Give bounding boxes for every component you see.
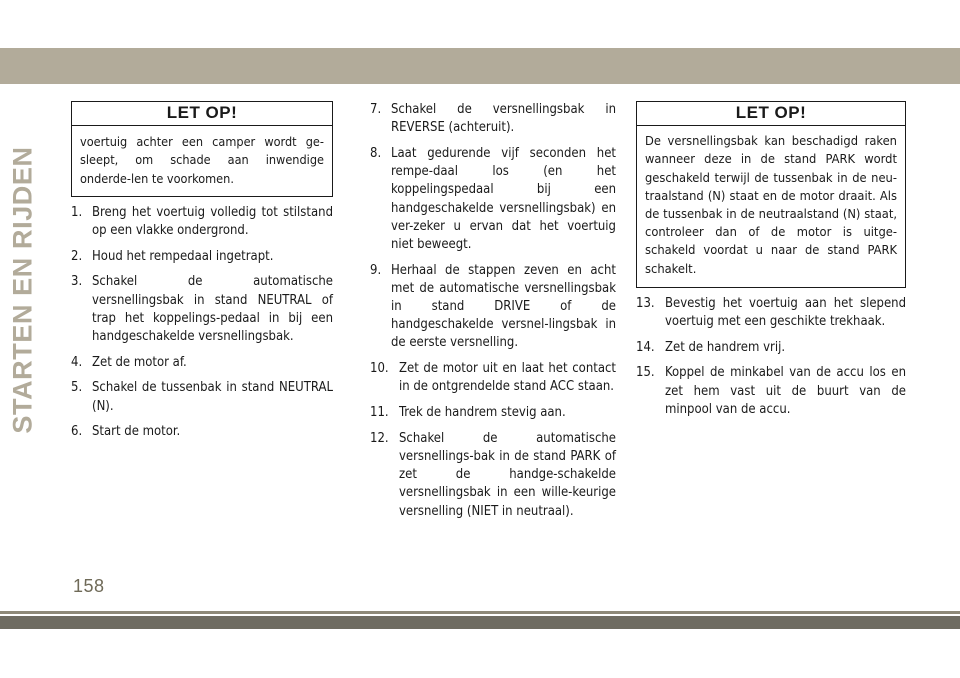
- notice-heading: LET OP!: [72, 102, 332, 126]
- step-number: 10.: [370, 361, 389, 377]
- step-text: Houd het rempedaal ingetrapt.: [92, 248, 274, 264]
- step-item: [71, 423, 333, 441]
- column-left: [71, 101, 333, 449]
- step-item: [370, 101, 616, 137]
- step-text: Start de motor.: [92, 424, 181, 440]
- step-text: Zet de motor uit en laat het contact in de ontgrendelde stand ACC staan.: [399, 361, 616, 395]
- step-number: 4.: [71, 354, 83, 370]
- notice-body: De versnellingsbak kan beschadigd raken wanneer deze in de stand PARK wordt geschakeld terwijl de tussenbak in de neu-traalstand (N) staat en de motor draait. Als de tussenbak in de neutraalstand (N) staat, controleer dan of de motor is uitge-schakeld voordat u naar de stand PARK schakelt.: [645, 134, 897, 277]
- step-item: [370, 145, 616, 254]
- step-item: [71, 273, 333, 346]
- step-item: [636, 295, 906, 331]
- step-item: [636, 339, 906, 357]
- step-number: 8.: [370, 145, 382, 161]
- step-text: Koppel de minkabel van de accu los en zet hem vast uit de buurt van de minpool van de accu.: [665, 365, 906, 417]
- step-item: [71, 354, 333, 372]
- step-text: Schakel de automatische versnellingsbak in stand NEUTRAL of trap het koppelings-pedaal in bij een handgeschakelde versnellingsbak.: [92, 274, 333, 345]
- step-item: [370, 430, 616, 521]
- page-number: 158: [73, 576, 105, 596]
- step-number: 2.: [71, 248, 83, 264]
- step-text: Bevestig het voertuig aan het slepend voertuig met een geschikte trekhaak.: [665, 295, 906, 330]
- steps-list-middle: [370, 101, 616, 521]
- step-number: 3.: [71, 274, 83, 290]
- step-item: [636, 364, 906, 419]
- step-item: [71, 204, 333, 240]
- step-item: [71, 248, 333, 266]
- header-band: [0, 48, 960, 84]
- step-text: Trek de handrem stevig aan.: [399, 405, 566, 421]
- step-number: 14.: [636, 339, 655, 355]
- step-text: Schakel de automatische versnellings-bak in de stand PARK of zet de handge-schakelde versnellingsbak in een wille-keurige versnelling (NIET in neutraal).: [399, 430, 616, 519]
- step-number: 11.: [370, 405, 389, 421]
- step-number: 1.: [71, 204, 83, 220]
- step-text: Laat gedurende vijf seconden het rempe-daal los (en het koppelingspedaal bij een handgeschakelde versnellingsbak) en ver-zeker u ervan dat het voertuig niet beweegt.: [391, 145, 616, 252]
- step-number: 9.: [370, 262, 382, 278]
- step-text: Herhaal de stappen zeven en acht met de automatische versnellingsbak in stand DRIVE of de handgeschakelde versnel-lingsbak in de eerste versnelling.: [391, 262, 616, 351]
- step-number: 6.: [71, 424, 83, 440]
- column-right: [636, 101, 906, 427]
- step-number: 15.: [636, 365, 655, 381]
- step-text: Schakel de tussenbak in stand NEUTRAL (N).: [92, 380, 333, 414]
- step-text: Zet de handrem vrij.: [665, 339, 786, 355]
- column-middle: [370, 101, 616, 528]
- steps-list-left: [71, 204, 333, 442]
- step-text: Zet de motor af.: [92, 354, 187, 370]
- step-item: [370, 404, 616, 422]
- notice-body: voertuig achter een camper wordt ge-sleept, om schade aan inwendige onderde-len te voorkomen.: [80, 134, 324, 186]
- notice-box-right: [636, 101, 906, 288]
- notice-heading: LET OP!: [637, 102, 905, 126]
- step-text: Breng het voertuig volledig tot stilstand op een vlakke ondergrond.: [92, 204, 333, 239]
- footer-band: [0, 616, 960, 629]
- step-text: Schakel de versnellingsbak in REVERSE (achteruit).: [391, 102, 616, 136]
- section-side-title-text: STARTEN EN RIJDEN: [7, 146, 38, 434]
- step-number: 5.: [71, 380, 83, 396]
- step-number: 7.: [370, 102, 382, 117]
- footer-rule: [0, 611, 960, 614]
- notice-box-left: [71, 101, 333, 197]
- step-item: [370, 360, 616, 396]
- steps-list-right: [636, 295, 906, 419]
- step-number: 13.: [636, 295, 655, 311]
- step-item: [370, 262, 616, 353]
- step-number: 12.: [370, 430, 389, 446]
- step-item: [71, 379, 333, 415]
